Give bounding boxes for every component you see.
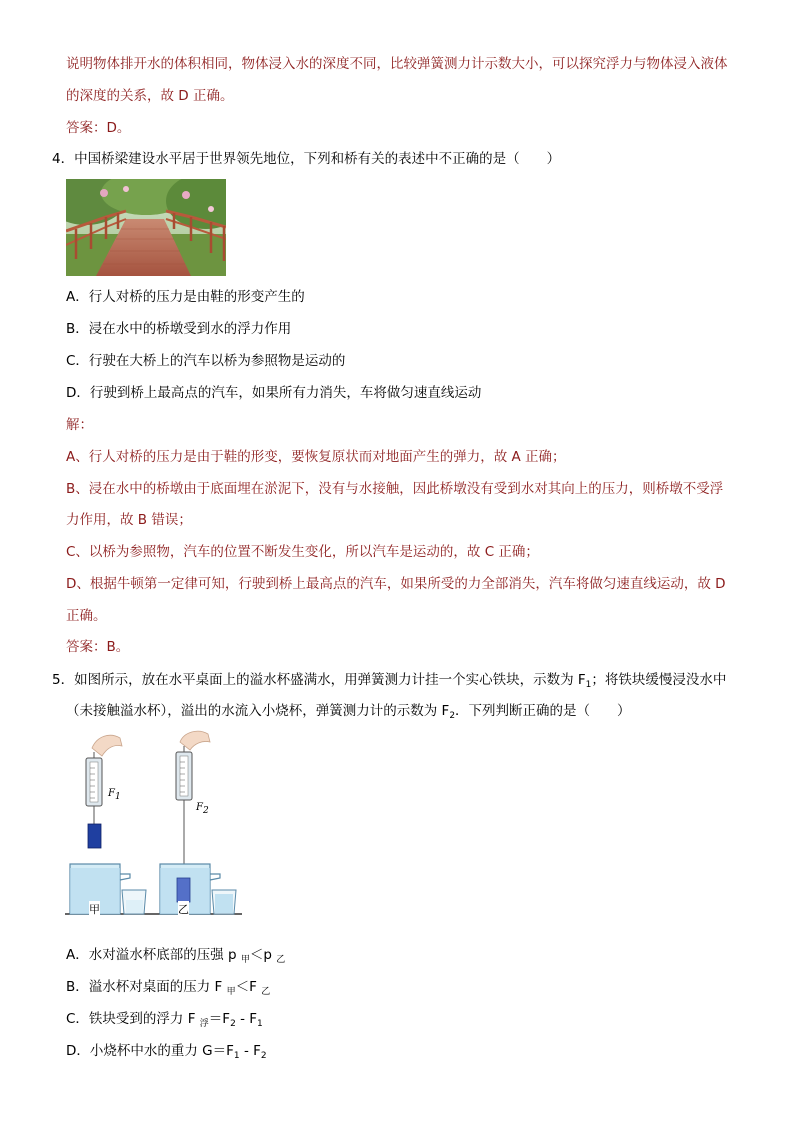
q5-stem-line-1: 5．如图所示，放在水平桌面上的溢水杯盛满水，用弹簧测力计挂一个实心铁块，示数为 $F_1$；将铁块缓慢浸没水中 [52, 672, 727, 690]
q5-option-b: B．溢水杯对桌面的压力 F $_甲$＜F $_乙$ [66, 979, 271, 997]
label-yi: 乙 [178, 903, 189, 916]
label-f1: $F_1$ [108, 788, 121, 802]
q4-option-a: A．行人对桥的压力是由鞋的形变产生的 [66, 289, 305, 305]
bridge-photo [66, 179, 226, 276]
q4-option-b: B．浸在水中的桥墩受到水的浮力作用 [66, 321, 292, 337]
label-f2: $F_2$ [196, 802, 209, 816]
spring-scale-figure [62, 728, 247, 918]
q4-solution-b2: 力作用，故 B 错误； [66, 512, 192, 528]
intro-line-1: 说明物体排开水的体积相同，物体浸入水的深度不同，比较弹簧测力计示数大小，可以探究浮力与物体浸入液体 [66, 56, 728, 72]
q4-stem: 4．中国桥梁建设水平居于世界领先地位，下列和桥有关的表述中不正确的是（ ） [52, 151, 561, 167]
q5-option-d: D．小烧杯中水的重力 $G=F_1 - F_2$ [66, 1043, 267, 1061]
intro-line-2: 的深度的关系，故 D 正确。 [66, 88, 234, 104]
q5-stem-line-2: （未接触溢水杯），溢出的水流入小烧杯，弹簧测力计的示数为 $F_2$．下列判断正确的是（ ） [66, 703, 631, 721]
q4-solution-d1: D、根据牛顿第一定律可知，行驶到桥上最高点的汽车，如果所受的力全部消失，汽车将做匀速直线运动，故 D [66, 576, 726, 592]
q4-answer: 答案：B。 [66, 639, 130, 655]
q4-solution-label: 解： [66, 417, 93, 433]
label-jia: 甲 [89, 903, 100, 916]
q4-solution-c: C、以桥为参照物，汽车的位置不断发生变化，所以汽车是运动的，故 C 正确； [66, 544, 539, 560]
q4-solution-b1: B、浸在水中的桥墩由于底面埋在淤泥下，没有与水接触，因此桥墩没有受到水对其向上的压力，则桥墩不受浮 [66, 481, 724, 497]
q4-option-c: C．行驶在大桥上的汽车以桥为参照物是运动的 [66, 353, 346, 369]
q4-solution-d2: 正确。 [66, 608, 107, 624]
q5-option-c: C．铁块受到的浮力 F $_浮=F_2 - F_1$ [66, 1011, 263, 1029]
q4-solution-a: A、行人对桥的压力是由于鞋的形变，要恢复原状而对地面产生的弹力，故 A 正确； [66, 449, 566, 465]
q5-option-a: A．水对溢水杯底部的压强 p $_甲$＜p $_乙$ [66, 947, 286, 965]
q4-option-d: D．行驶到桥上最高点的汽车，如果所有力消失，车将做匀速直线运动 [66, 385, 482, 401]
intro-answer: 答案：D。 [66, 120, 131, 136]
